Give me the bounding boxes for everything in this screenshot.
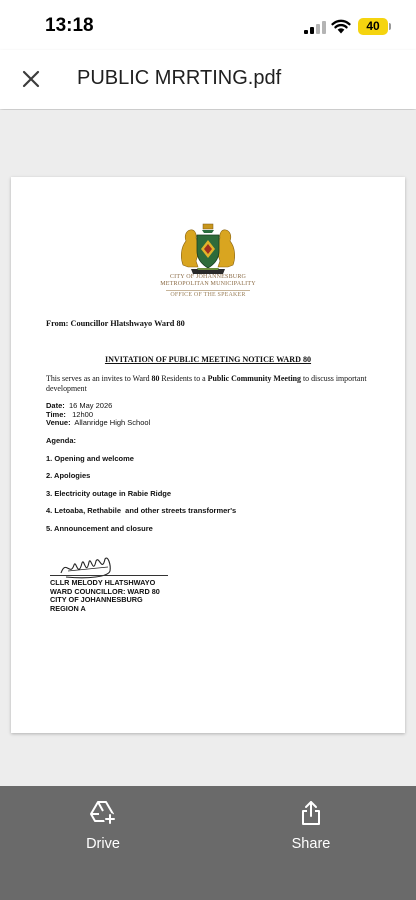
agenda-item: 2. Apologies [46, 471, 91, 480]
document-title: PUBLIC MRRTING.pdf [77, 67, 282, 89]
agenda-item: 5. Announcement and closure [46, 524, 153, 533]
drive-button[interactable] [53, 800, 153, 864]
app-bar [0, 50, 416, 109]
battery-cap [389, 23, 391, 30]
intro-paragraph [46, 374, 371, 393]
agenda-item: 4. Letoaba, Rethabile and other streets transformer's [46, 506, 237, 515]
intro-part2: Residents to a [159, 374, 208, 383]
close-button[interactable] [16, 64, 46, 94]
close-icon [22, 70, 40, 88]
signal-icon [304, 21, 326, 34]
venue-value: Allanridge High School [74, 418, 151, 427]
pdf-page[interactable] [11, 177, 405, 733]
drive-add-icon [89, 800, 117, 826]
meeting-venue [46, 418, 150, 427]
drive-label: Drive [86, 836, 120, 852]
agenda-title: Agenda: [46, 436, 76, 445]
agenda-item: 1. Opening and welcome [46, 454, 134, 463]
meeting-date [46, 401, 112, 410]
signatory-region: REGION A [50, 604, 86, 613]
date-label: Date: [46, 401, 65, 410]
bottom-toolbar [0, 786, 416, 900]
signatory-role: WARD COUNCILLOR: WARD 80 [50, 587, 160, 596]
coat-of-arms-icon [177, 221, 239, 277]
agenda-item: 3. Electricity outage in Rabie Ridge [46, 489, 172, 498]
signatory-name: CLLR MELODY HLATSHWAYO [50, 578, 156, 587]
notice-heading: INVITATION OF PUBLIC MEETING NOTICE WARD 80 [104, 355, 312, 364]
share-button[interactable] [261, 800, 361, 864]
org-office: OFFICE OF THE SPEAKER [170, 292, 246, 298]
org-name-line1: CITY OF JOHANNESBURG [169, 274, 247, 280]
from-line: From: Councillor Hlatshwayo Ward 80 [46, 319, 185, 328]
time-value: 12h00 [72, 410, 93, 419]
battery-icon [358, 18, 388, 35]
org-name-line2: METROPOLITAN MUNICIPALITY [160, 281, 256, 287]
intro-part1: This serves as an invites to Ward [46, 374, 152, 383]
time-label: Time: [46, 410, 66, 419]
intro-part3: to discuss important development [46, 374, 367, 393]
venue-label: Venue: [46, 418, 71, 427]
pdf-viewer[interactable] [0, 110, 416, 786]
org-divider [166, 290, 250, 291]
share-icon [300, 800, 322, 826]
status-bar [0, 0, 416, 50]
battery-level: 40 [366, 19, 380, 33]
wifi-icon [331, 18, 351, 34]
signature-line [50, 575, 168, 576]
share-label: Share [291, 836, 331, 852]
intro-meeting: Public Community Meeting [207, 374, 301, 383]
date-value: 16 May 2026 [68, 401, 113, 410]
status-time: 13:18 [45, 15, 94, 36]
signatory-city: CITY OF JOHANNESBURG [50, 595, 143, 604]
intro-ward: 80 [151, 374, 160, 383]
